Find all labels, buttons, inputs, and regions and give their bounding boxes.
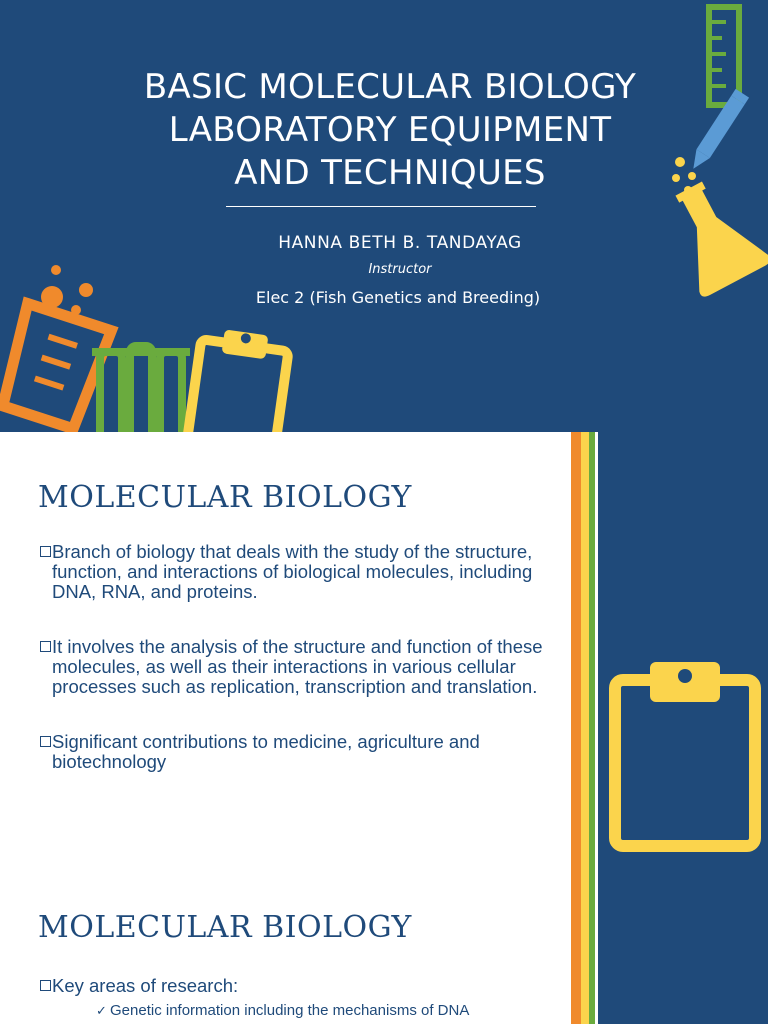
list-item (38, 732, 558, 772)
slide1-decorations (0, 0, 768, 432)
accent-stripe-green (589, 866, 595, 1024)
accent-stripe-green (589, 432, 595, 866)
bullet-text: Key areas of research: (52, 975, 239, 996)
checkmark-icon: ✓ (96, 1003, 107, 1018)
title-line: AND TECHNIQUES (234, 153, 546, 193)
content-slide-2 (0, 866, 768, 1024)
accent-stripe-orange (571, 866, 581, 1024)
clipboard-icon (185, 326, 291, 432)
bullet-text: It involves the analysis of the structure and function of these molecules, as well as their interactions in various cellular processes such as replication, transcription and translation. (52, 636, 543, 697)
list-item (38, 976, 558, 996)
clipboard-icon (598, 432, 768, 866)
checkbox-bullet-icon (40, 546, 51, 557)
sub-bullet-text: Genetic information including the mechanisms of DNA (110, 1002, 470, 1019)
course-name: Elec 2 (Fish Genetics and Breeding) (255, 288, 541, 307)
side-panel (598, 866, 768, 1024)
title-slide (0, 0, 768, 432)
test-tubes-icon (92, 346, 190, 432)
accent-stripe-orange (571, 432, 581, 866)
side-panel (598, 432, 768, 866)
presenter-role: Instructor (368, 262, 432, 277)
checkbox-bullet-icon (40, 980, 51, 991)
content-slide-1 (0, 432, 768, 866)
accent-stripe-yellow (581, 866, 589, 1024)
slide-heading: MOLECULAR BIOLOGY (38, 480, 412, 515)
checkbox-bullet-icon (40, 641, 51, 652)
bullet-text: Branch of biology that deals with the study of the structure, function, and interactions of biological molecules, including DNA, RNA, and proteins. (52, 541, 533, 602)
bullet-text: Significant contributions to medicine, agriculture and biotechnology (52, 731, 480, 772)
title-line: BASIC MOLECULAR BIOLOGY (143, 67, 637, 107)
list-item (38, 1002, 558, 1020)
checkbox-bullet-icon (40, 736, 51, 747)
bullet-list (38, 976, 558, 1020)
accent-stripe-yellow (581, 432, 589, 866)
presenter-name: HANNA BETH B. TANDAYAG (278, 233, 522, 253)
bullet-list (38, 542, 558, 807)
title-divider (226, 206, 536, 207)
presentation-title (70, 66, 710, 195)
list-item (38, 637, 558, 697)
list-item (38, 542, 558, 602)
slide-heading: MOLECULAR BIOLOGY (38, 910, 412, 945)
ruler-icon (709, 7, 739, 105)
title-line: LABORATORY EQUIPMENT (168, 110, 612, 150)
